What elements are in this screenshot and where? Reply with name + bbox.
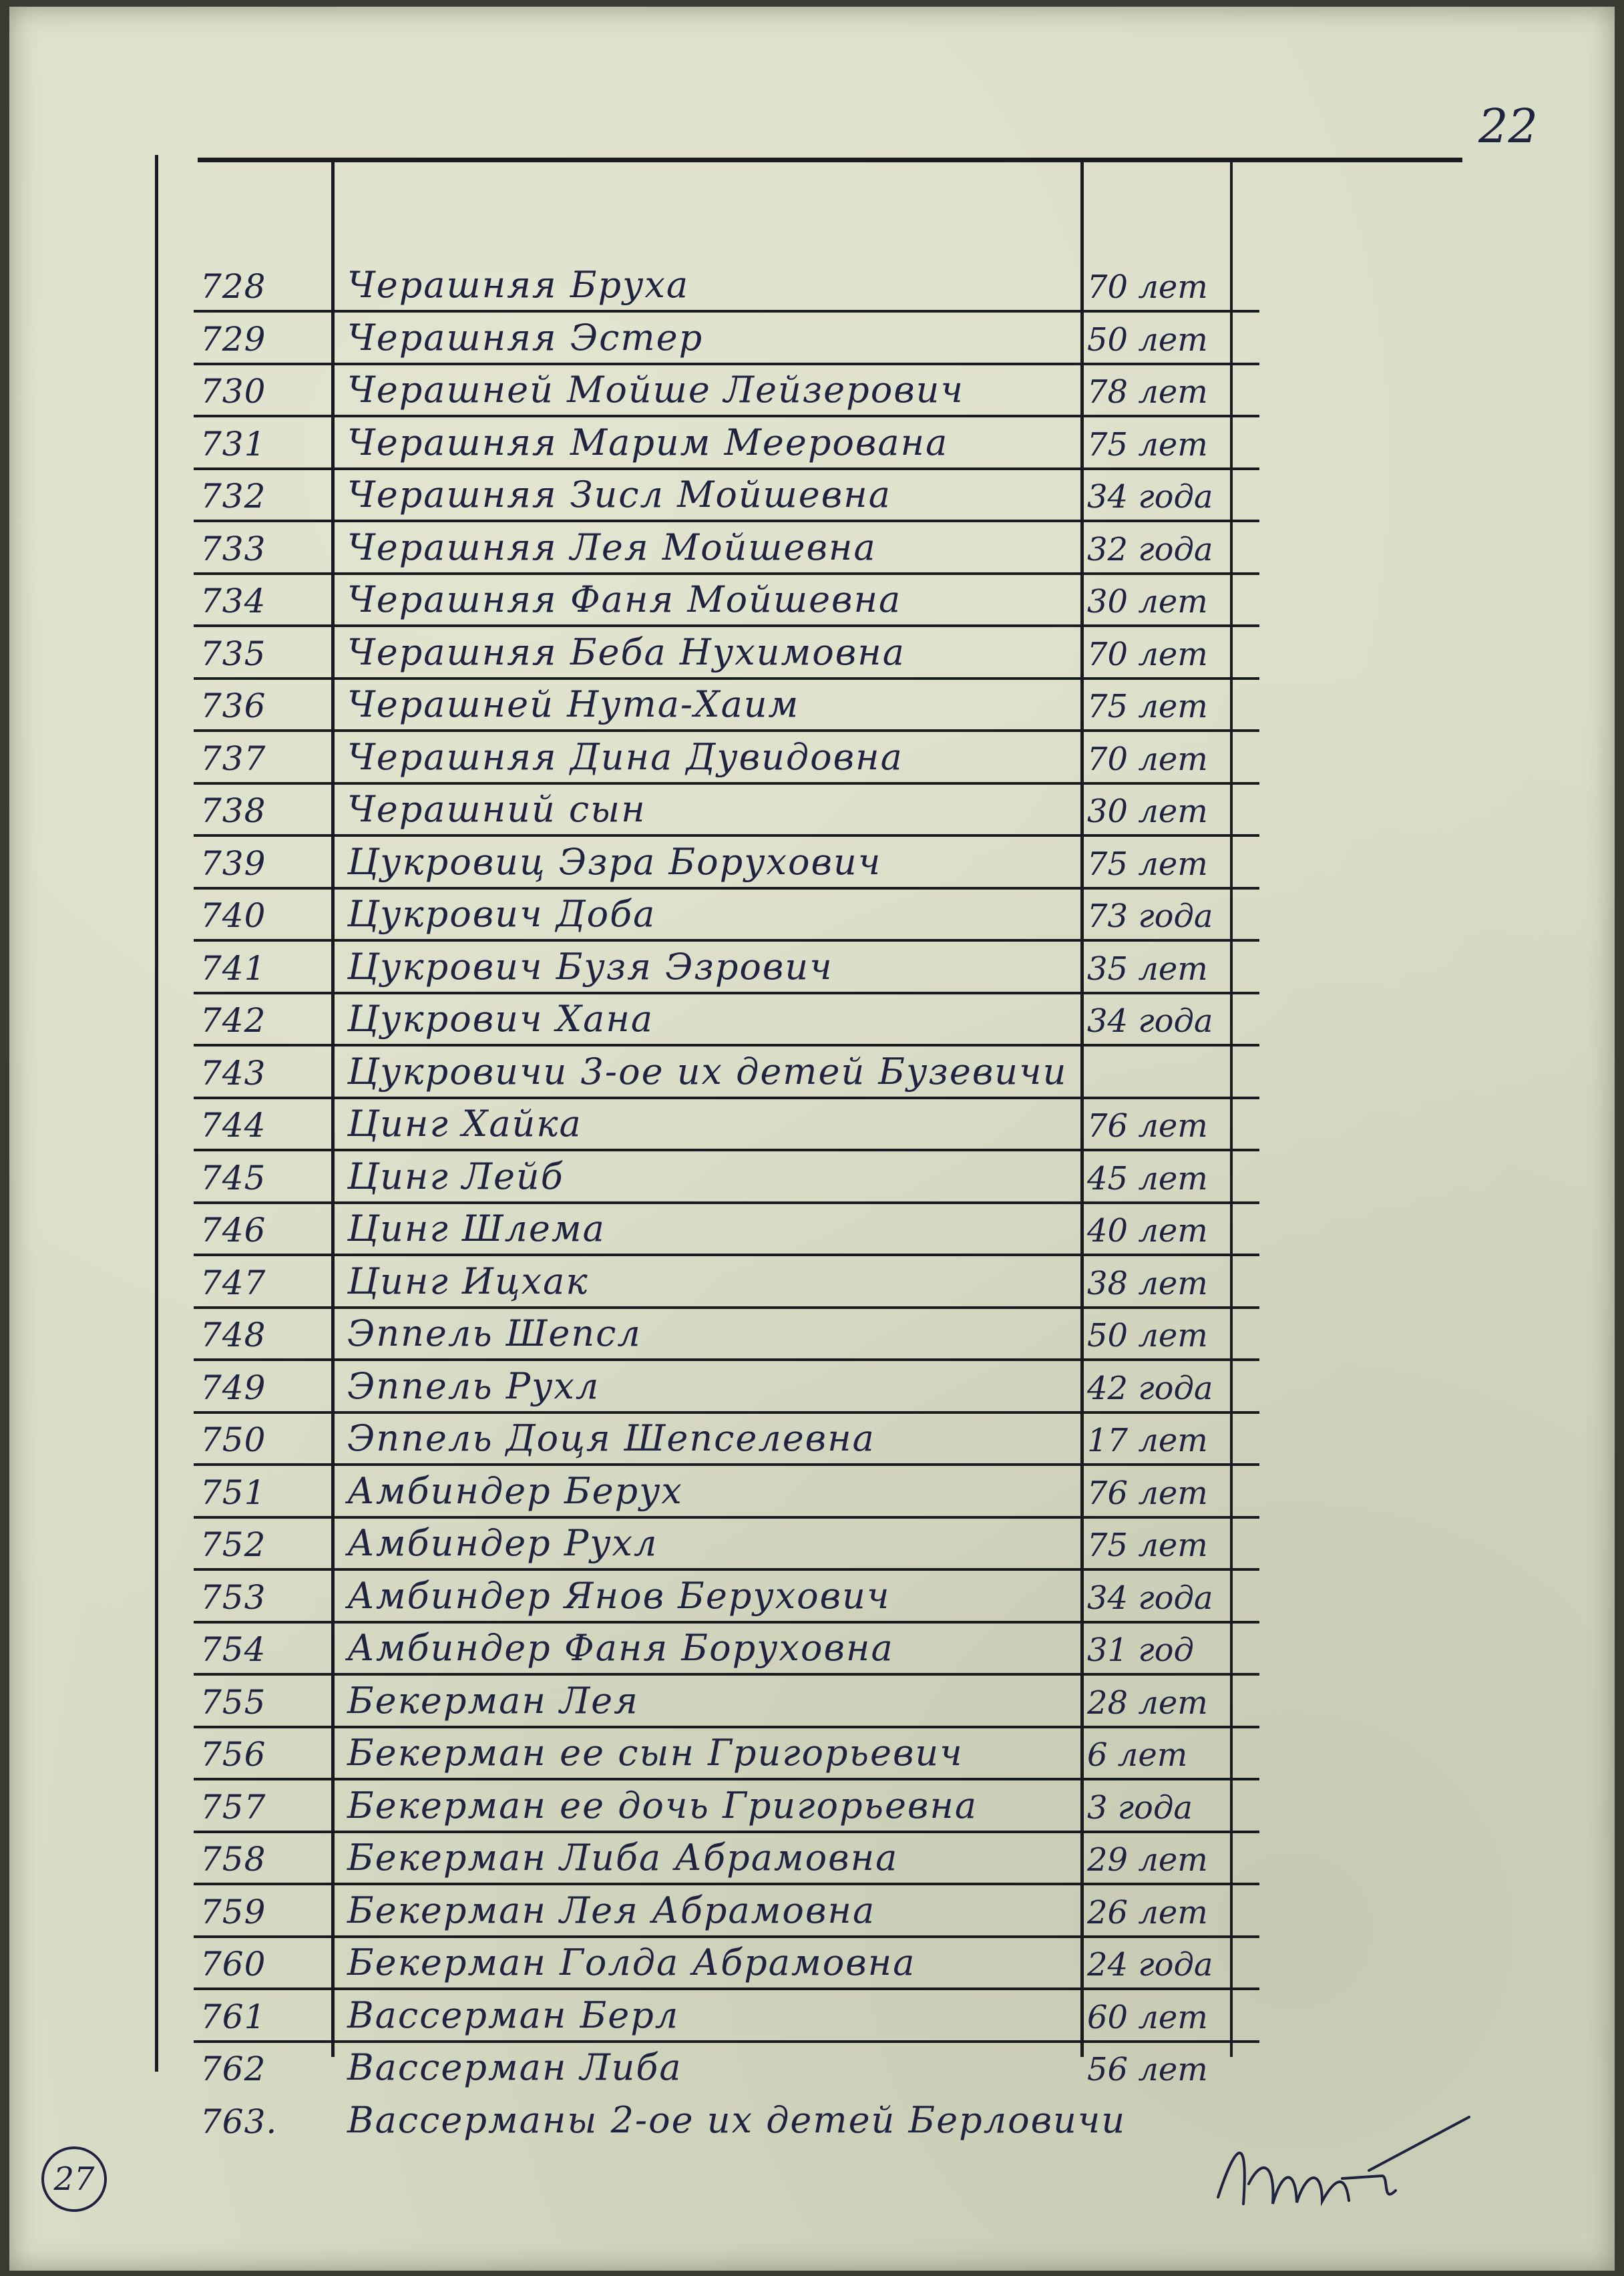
entry-name: Цинг Ицхак — [347, 1260, 589, 1302]
row-rule — [194, 1254, 1259, 1256]
entry-name: Черашняя Беба Нухимовна — [347, 630, 905, 673]
entry-age: 50 лет — [1087, 321, 1208, 359]
row-rule — [194, 1149, 1259, 1151]
entry-age: 45 лет — [1087, 1159, 1208, 1197]
entry-age: 24 года — [1087, 1946, 1213, 1983]
entry-age: 78 лет — [1087, 373, 1208, 411]
table-top-rule — [198, 158, 1462, 162]
entry-number: 735 — [200, 634, 266, 673]
list-item — [0, 2043, 1624, 2095]
list-item — [0, 1571, 1624, 1624]
entry-age: 56 лет — [1087, 2051, 1208, 2088]
entry-number: 761 — [200, 1997, 266, 2036]
list-item — [0, 1467, 1624, 1519]
entry-number: 743 — [200, 1053, 266, 1093]
entry-number: 751 — [200, 1473, 266, 1512]
entry-name: Эппель Рухл — [347, 1364, 600, 1407]
entry-age: 30 лет — [1087, 793, 1208, 830]
row-rule — [194, 1778, 1259, 1780]
entry-number: 729 — [200, 319, 266, 359]
list-item — [0, 418, 1624, 470]
entry-name: Бекерман ее сын Григорьевич — [347, 1732, 964, 1774]
entry-number: 754 — [200, 1630, 266, 1669]
entry-number: 736 — [200, 687, 266, 725]
entry-age: 42 года — [1087, 1369, 1213, 1407]
list-item — [0, 1309, 1624, 1361]
entry-name: Цинг Шлема — [347, 1207, 606, 1250]
entry-age: 50 лет — [1087, 1317, 1208, 1354]
row-rule — [194, 1358, 1259, 1361]
entry-age: 29 лет — [1087, 1841, 1208, 1879]
list-item — [0, 1204, 1624, 1256]
entry-age: 31 год — [1087, 1632, 1194, 1669]
entry-number: 740 — [200, 896, 266, 935]
entry-age: 70 лет — [1087, 268, 1208, 306]
row-rule — [194, 310, 1259, 313]
row-rule — [194, 1935, 1259, 1938]
entry-number: 757 — [200, 1787, 266, 1827]
entry-name: Бекерман ее дочь Григорьевна — [347, 1784, 978, 1827]
entry-number: 738 — [200, 791, 266, 830]
entry-age: 73 года — [1087, 898, 1213, 935]
entry-name: Цукрович Хана — [347, 998, 654, 1040]
entry-number: 759 — [200, 1892, 266, 1931]
entry-number: 737 — [200, 739, 266, 778]
entry-age: 6 лет — [1087, 1736, 1188, 1774]
entry-name: Бекерман Лея — [347, 1679, 639, 1722]
entry-name: Бекерман Голда Абрамовна — [347, 1941, 916, 1983]
list-item — [0, 1781, 1624, 1833]
row-rule — [194, 572, 1259, 575]
list-item — [0, 365, 1624, 417]
entry-number: 753 — [200, 1577, 266, 1617]
row-rule — [194, 1831, 1259, 1833]
entry-name: Цукрович Бузя Эзрович — [347, 945, 833, 988]
row-rule — [194, 520, 1259, 522]
entry-number: 728 — [200, 267, 266, 306]
row-rule — [194, 467, 1259, 470]
list-item — [0, 470, 1624, 522]
entry-number: 731 — [200, 424, 266, 463]
entry-name: Бекерман Лея Абрамовна — [347, 1889, 876, 1931]
list-item — [0, 942, 1624, 994]
entry-number: 744 — [200, 1106, 266, 1145]
entry-number: 763. — [200, 2102, 278, 2141]
entry-name: Цукровичи 3-ое их детей Бузевичи — [347, 1050, 1068, 1093]
row-rule — [194, 1516, 1259, 1519]
list-item — [0, 260, 1624, 313]
entry-name: Черашний сын — [347, 788, 646, 830]
doc-number: 27 — [53, 2160, 95, 2198]
entry-number: 752 — [200, 1525, 266, 1564]
entry-name: Черашняя Фаня Мойшевна — [347, 578, 902, 620]
list-item — [0, 1833, 1624, 1885]
list-item — [0, 994, 1624, 1047]
list-item — [0, 1886, 1624, 1938]
entry-number: 760 — [200, 1945, 266, 1983]
entry-name: Эппель Доця Шепселевна — [347, 1417, 875, 1459]
row-rule — [194, 624, 1259, 627]
entry-name: Черашняя Дина Дувидовна — [347, 735, 903, 778]
entry-age: 75 лет — [1087, 688, 1208, 725]
entry-number: 733 — [200, 529, 266, 568]
entry-number: 749 — [200, 1368, 266, 1407]
row-rule — [194, 415, 1259, 417]
entry-name: Вассерманы 2-ое их детей Берловичи — [347, 2098, 1127, 2141]
signature-image — [1209, 2104, 1476, 2234]
row-rule — [194, 1306, 1259, 1309]
entry-name: Цинг Хайка — [347, 1103, 582, 1145]
entry-name: Амбиндер Берух — [347, 1469, 683, 1512]
entry-name: Бекерман Либа Абрамовна — [347, 1837, 899, 1879]
list-item — [0, 1728, 1624, 1780]
entry-number: 755 — [200, 1682, 266, 1722]
list-item — [0, 1257, 1624, 1309]
row-rule — [194, 1987, 1259, 1990]
row-rule — [194, 1201, 1259, 1204]
row-rule — [194, 1621, 1259, 1624]
entry-age: 3 года — [1087, 1788, 1193, 1827]
entry-age: 34 года — [1087, 478, 1213, 516]
entry-number: 745 — [200, 1158, 266, 1197]
row-rule — [194, 677, 1259, 680]
entry-age: 17 лет — [1087, 1422, 1208, 1459]
row-rule — [194, 939, 1259, 942]
entry-age: 35 лет — [1087, 950, 1208, 988]
entry-name: Черашней Мойше Лейзерович — [347, 369, 965, 411]
entry-name: Черашняя Бруха — [347, 264, 690, 306]
entry-age: 76 лет — [1087, 1107, 1208, 1145]
entry-number: 747 — [200, 1263, 266, 1302]
list-item — [0, 680, 1624, 732]
entry-age: 76 лет — [1087, 1474, 1208, 1512]
entry-name: Цукрович Доба — [347, 893, 656, 935]
entry-age: 75 лет — [1087, 425, 1208, 463]
entry-name: Эппель Шепсл — [347, 1312, 642, 1354]
entry-number: 742 — [200, 1001, 266, 1040]
entry-age: 75 лет — [1087, 845, 1208, 883]
entry-name: Цукровиц Эзра Борухович — [347, 840, 882, 883]
entry-age: 30 лет — [1087, 583, 1208, 620]
list-item — [0, 523, 1624, 575]
entry-name: Черашняя Эстер — [347, 316, 704, 359]
row-rule — [194, 1883, 1259, 1885]
entry-name: Черашняя Зисл Мойшевна — [347, 473, 891, 516]
list-item — [0, 785, 1624, 837]
list-item — [0, 733, 1624, 785]
list-item — [0, 1047, 1624, 1099]
entry-number: 741 — [200, 948, 266, 988]
row-rule — [194, 1411, 1259, 1414]
list-item — [0, 837, 1624, 890]
list-item — [0, 628, 1624, 680]
list-item — [0, 1624, 1624, 1676]
entry-number: 734 — [200, 582, 266, 620]
entry-age: 70 лет — [1087, 635, 1208, 673]
list-item — [0, 1414, 1624, 1466]
entry-name: Цинг Лейб — [347, 1155, 564, 1197]
list-item — [0, 313, 1624, 365]
row-rule — [194, 363, 1259, 365]
entry-age: 60 лет — [1087, 1998, 1208, 2036]
row-rule — [194, 887, 1259, 890]
entry-number: 730 — [200, 372, 266, 411]
entry-age: 34 года — [1087, 1002, 1213, 1040]
list-item — [0, 1099, 1624, 1151]
page-number: 22 — [1478, 99, 1539, 154]
row-rule — [194, 2040, 1259, 2043]
row-rule — [194, 782, 1259, 785]
list-item — [0, 1152, 1624, 1204]
row-rule — [194, 1568, 1259, 1571]
list-item — [0, 1991, 1624, 2043]
entry-number: 758 — [200, 1840, 266, 1879]
entry-name: Вассерман Берл — [347, 1994, 680, 2036]
entry-age: 75 лет — [1087, 1527, 1208, 1564]
entry-number: 746 — [200, 1211, 266, 1250]
entry-number: 750 — [200, 1420, 266, 1459]
entry-number: 739 — [200, 843, 266, 883]
list-item — [0, 575, 1624, 627]
list-item — [0, 890, 1624, 942]
list-item — [0, 1676, 1624, 1728]
entry-name: Черашняя Лея Мойшевна — [347, 526, 877, 568]
entry-name: Черашней Нута-Хаим — [347, 683, 800, 725]
list-item — [0, 1938, 1624, 1990]
entry-number: 732 — [200, 477, 266, 516]
entry-age: 26 лет — [1087, 1893, 1208, 1931]
row-rule — [194, 1726, 1259, 1728]
entry-age: 32 года — [1087, 530, 1213, 568]
row-rule — [194, 729, 1259, 732]
entry-age: 40 лет — [1087, 1212, 1208, 1250]
entry-name: Амбиндер Фаня Боруховна — [347, 1627, 894, 1669]
entry-age: 28 лет — [1087, 1684, 1208, 1722]
row-rule — [194, 992, 1259, 994]
row-rule — [194, 1673, 1259, 1676]
entry-age: 70 лет — [1087, 740, 1208, 778]
entry-number: 756 — [200, 1735, 266, 1774]
entry-name: Амбиндер Янов Берухович — [347, 1574, 891, 1617]
entry-name: Вассерман Либа — [347, 2046, 682, 2088]
entry-age: 34 года — [1087, 1579, 1213, 1617]
row-rule — [194, 1044, 1259, 1047]
entry-number: 748 — [200, 1316, 266, 1354]
doc-number-circle — [41, 2146, 107, 2212]
list-item — [0, 1362, 1624, 1414]
entry-number: 762 — [200, 2050, 266, 2088]
list-item — [0, 1519, 1624, 1571]
entry-name: Амбиндер Рухл — [347, 1522, 658, 1564]
entry-age: 38 лет — [1087, 1264, 1208, 1302]
entry-name: Черашняя Марим Меерована — [347, 421, 949, 463]
row-rule — [194, 1097, 1259, 1099]
row-rule — [194, 834, 1259, 837]
row-rule — [194, 1463, 1259, 1466]
